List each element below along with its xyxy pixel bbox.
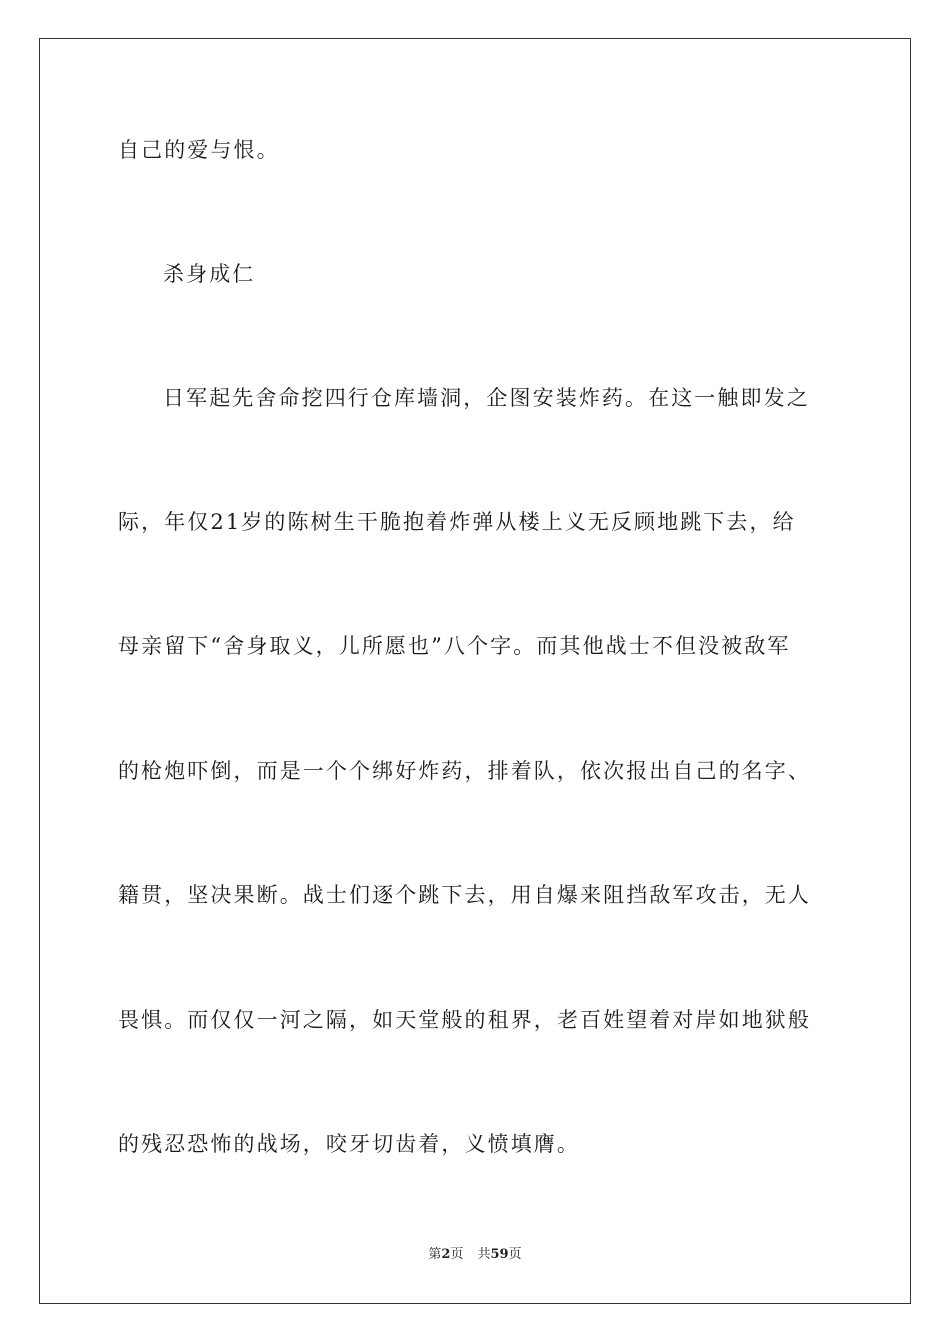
- body-line-8: 的残忍恐怖的战场，咬牙切齿着，义愤填膺。: [118, 1132, 580, 1156]
- page-border: [39, 38, 911, 1304]
- page-suffix: 页: [450, 1247, 464, 1262]
- body-line-1: 自己的爱与恨。: [118, 138, 280, 162]
- body-line-6: 籍贯，坚决果断。战士们逐个跳下去，用自爆来阻挡敌军攻击，无人: [118, 883, 811, 907]
- body-line-3: 际，年仅21岁的陈树生干脆抱着炸弹从楼上义无反顾地跳下去，给: [118, 510, 796, 534]
- total-suffix: 页: [508, 1247, 522, 1262]
- total-pages: 59: [490, 1247, 509, 1262]
- body-line-7: 畏惧。而仅仅一河之隔，如天堂般的租界，老百姓望着对岸如地狱般: [118, 1008, 811, 1032]
- body-line-5: 的枪炮吓倒，而是一个个绑好炸药，排着队，依次报出自己的名字、: [118, 759, 811, 783]
- page-prefix: 第: [428, 1247, 442, 1262]
- body-line-4: 母亲留下“舍身取义，儿所愿也”八个字。而其他战士不但没被敌军: [118, 634, 791, 658]
- page-number: 2: [441, 1247, 451, 1262]
- section-heading: 杀身成仁: [163, 262, 256, 286]
- page-footer: [0, 1246, 950, 1264]
- body-line-2: 日军起先舍命挖四行仓库墙洞，企图安装炸药。在这一触即发之: [163, 386, 810, 410]
- total-prefix: 共: [477, 1247, 491, 1262]
